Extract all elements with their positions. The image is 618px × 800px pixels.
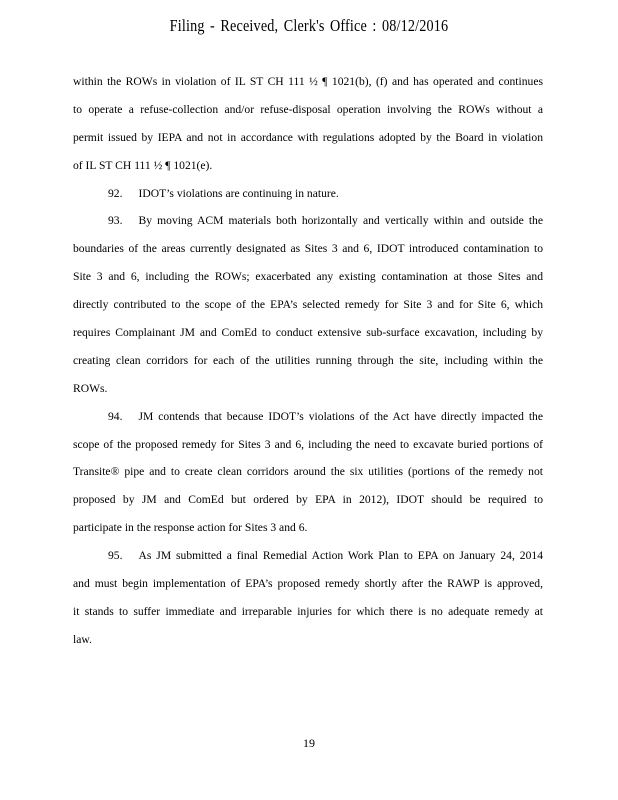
text-line: within the ROWs in violation of IL ST CH 111 ½ ¶ 1021(b), (f) and has operated and continues [73,75,543,88]
text-line: boundaries of the areas currently designated as Sites 3 and 6, IDOT introduced contamination to [73,242,543,256]
text-line: requires Complainant JM and ComEd to conduct extensive sub-surface excavation, including by [73,326,543,340]
text-line: it stands to suffer immediate and irreparable injuries for which there is no adequate remedy at [73,604,543,618]
text-line: ROWs. [73,381,108,395]
text-line: and must begin implementation of EPA’s proposed remedy shortly after the RAWP is approved, [73,577,543,591]
paragraph-text: IDOT’s violations are continuing in nature. [138,186,339,200]
document-body [73,68,543,654]
paragraph-number: 92. [108,186,123,200]
filing-header: Filing - Received, Clerk's Office : 08/12/2016 [169,16,449,35]
text-line: Site 3 and 6, including the ROWs; exacerbated any existing contamination at those Sites and [73,270,543,284]
page-number: 19 [303,736,315,750]
text-line: directly contributed to the scope of the EPA’s selected remedy for Site 3 and for Site 6, which [73,298,543,312]
paragraph-95-first-line [73,542,543,570]
text-line: proposed by JM and ComEd but ordered by EPA in 2012), IDOT should be required to [73,493,543,507]
paragraph-94-first-line [73,403,543,431]
paragraph-number: 93. [108,214,123,228]
paragraph-text: JM contends that because IDOT’s violations of the Act have directly impacted the [138,409,543,423]
paragraph-text: By moving ACM materials both horizontally and vertically within and outside the [138,214,543,228]
paragraph-92-line [73,180,543,208]
paragraph-number: 95. [108,549,123,563]
paragraph-number: 94. [108,409,123,423]
text-line: of IL ST CH 111 ½ ¶ 1021(e). [73,158,213,172]
text-line: creating clean corridors for each of the utilities running through the site, including within the [73,353,543,367]
paragraph-text: As JM submitted a final Remedial Action Work Plan to EPA on January 24, 2014 [138,549,543,563]
text-line: participate in the response action for Sites 3 and 6. [73,521,308,535]
text-line: permit issued by IEPA and not in accordance with regulations adopted by the Board in violation [73,130,543,144]
text-line: law. [73,632,92,646]
text-line: scope of the proposed remedy for Sites 3 and 6, including the need to excavate buried portions of [73,437,543,451]
paragraph-93-first-line [73,207,543,235]
text-line: Transite® pipe and to create clean corridors around the six utilities (portions of the remedy not [73,465,543,479]
text-line: to operate a refuse-collection and/or refuse-disposal operation involving the ROWs without a [73,102,543,116]
